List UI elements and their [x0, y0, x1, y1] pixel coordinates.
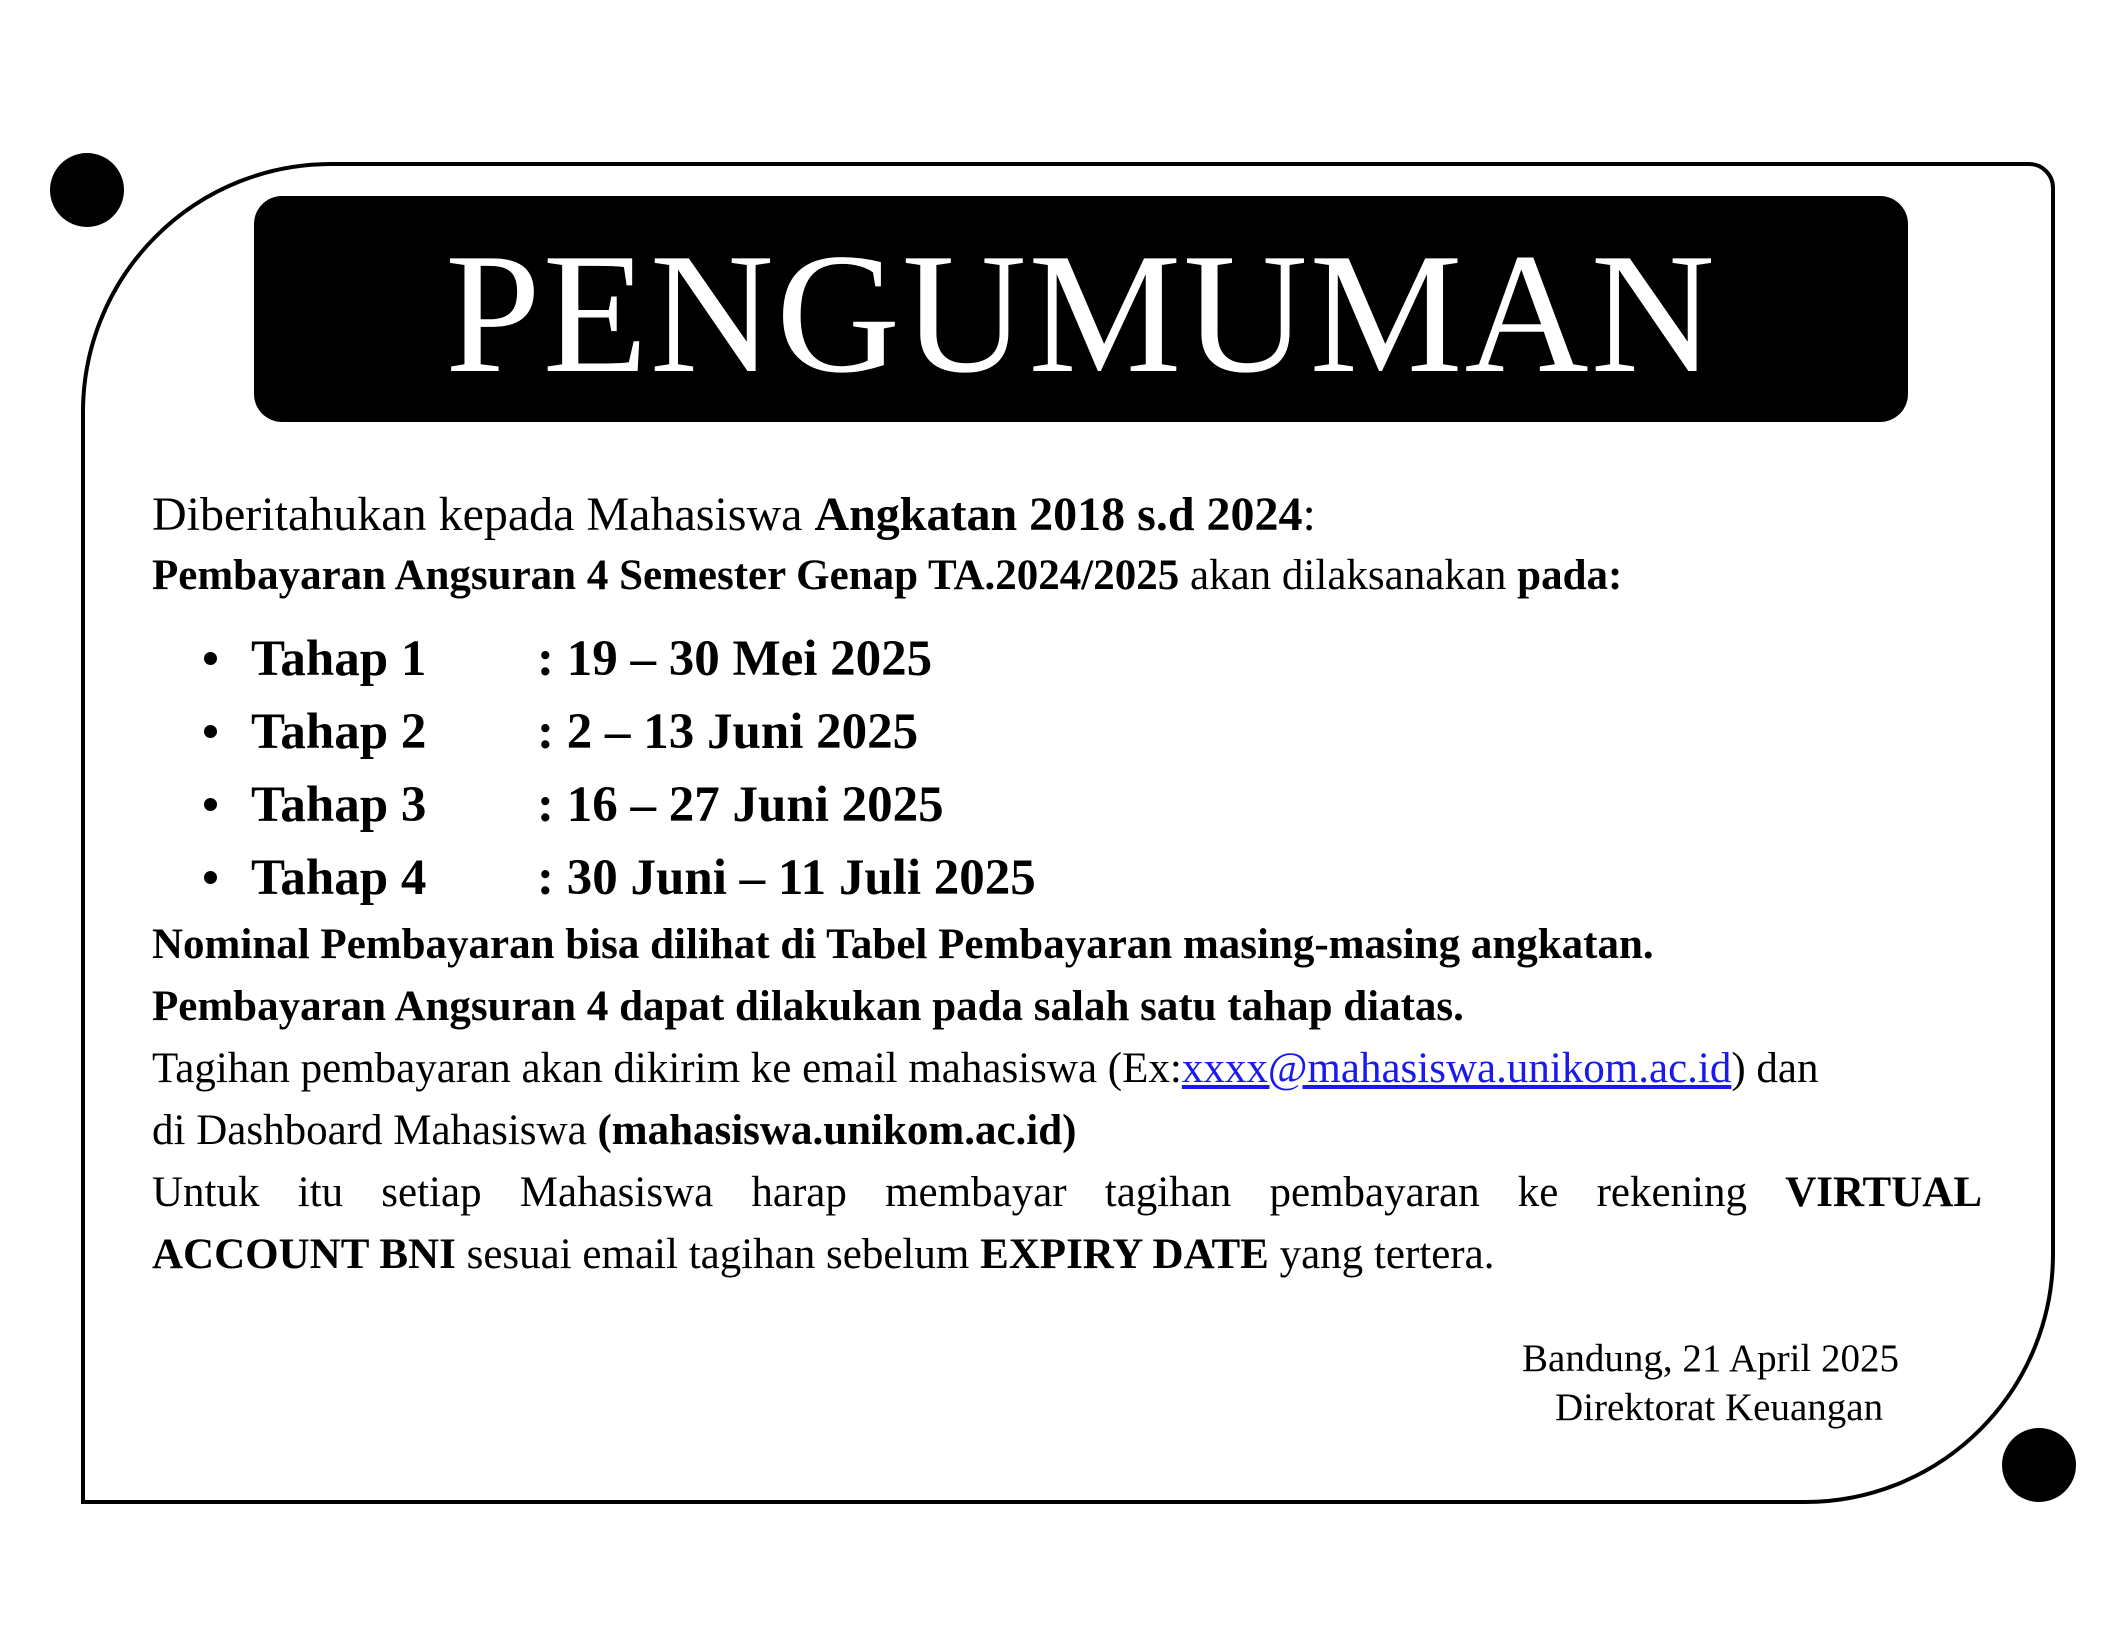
email-link[interactable]: xxxx@mahasiswa.unikom.ac.id: [1181, 1045, 1732, 1092]
va-paragraph-line-2: [152, 1224, 1982, 1286]
va-paragraph-line-1: [152, 1162, 1982, 1224]
va-text: Untuk itu setiap Mahasiswa harap membayar tagihan pembayaran ke rekening: [152, 1169, 1786, 1216]
list-item: [152, 768, 1982, 841]
payment-title: Pembayaran Angsuran 4 Semester Genap TA.2024/2025: [152, 552, 1180, 599]
signature-place-date: Bandung, 21 April 2025: [1522, 1337, 1899, 1380]
intro-text: Diberitahukan kepada Mahasiswa: [152, 488, 815, 541]
signature-department: Direktorat Keuangan: [1555, 1386, 1884, 1429]
email-paragraph-line-1: [152, 1038, 1982, 1100]
signature-block: [1490, 1334, 1990, 1432]
stage-date: : 16 – 27 Juni 2025: [537, 776, 944, 833]
intro-cohort: Angkatan 2018 s.d 2024: [814, 488, 1303, 541]
va-text-middle: sesuai email tagihan sebelum: [455, 1231, 981, 1278]
announcement-body: [152, 486, 1982, 1286]
dashboard-text: di Dashboard Mahasiswa: [152, 1107, 598, 1154]
list-item: [152, 695, 1982, 768]
bullet-icon: [204, 798, 217, 811]
bullet-icon: [204, 871, 217, 884]
stage-date: : 30 Juni – 11 Juli 2025: [537, 849, 1036, 906]
va-bold-account: ACCOUNT BNI: [152, 1231, 456, 1278]
title-banner: [254, 196, 1908, 422]
decorative-dot-top-left: [50, 153, 124, 227]
email-text-end: ) dan: [1731, 1045, 1819, 1092]
va-text-end: yang tertera.: [1268, 1231, 1495, 1278]
payment-end: pada:: [1517, 552, 1623, 599]
note-stage-choice: Pembayaran Angsuran 4 dapat dilakukan pada salah satu tahap diatas.: [152, 983, 1464, 1030]
va-bold-expiry: EXPIRY DATE: [980, 1231, 1269, 1278]
stage-label: Tahap 3: [251, 776, 427, 833]
stage-label: Tahap 4: [251, 849, 427, 906]
bullet-icon: [204, 652, 217, 665]
note-nominal: Nominal Pembayaran bisa dilihat di Tabel Pembayaran masing-masing angkatan.: [152, 921, 1654, 968]
bullet-icon: [204, 725, 217, 738]
intro-suffix: :: [1302, 488, 1316, 541]
payment-line: [152, 550, 1982, 616]
va-bold-virtual: VIRTUAL: [1785, 1169, 1982, 1216]
stage-date: : 2 – 13 Juni 2025: [537, 703, 919, 760]
stage-list: [152, 622, 1982, 914]
dashboard-url: (mahasiswa.unikom.ac.id): [597, 1107, 1077, 1154]
email-text: Tagihan pembayaran akan dikirim ke email mahasiswa (Ex:: [152, 1045, 1182, 1092]
payment-middle: akan dilaksanakan: [1179, 552, 1518, 599]
stage-label: Tahap 1: [251, 630, 427, 687]
intro-line: [152, 486, 1982, 550]
page-title: PENGUMUMAN: [445, 219, 1717, 409]
email-paragraph-line-2: [152, 1100, 1982, 1162]
decorative-dot-bottom-right: [2002, 1428, 2076, 1502]
stage-label: Tahap 2: [251, 703, 427, 760]
stage-date: : 19 – 30 Mei 2025: [537, 630, 933, 687]
list-item: [152, 622, 1982, 695]
list-item: [152, 841, 1982, 914]
